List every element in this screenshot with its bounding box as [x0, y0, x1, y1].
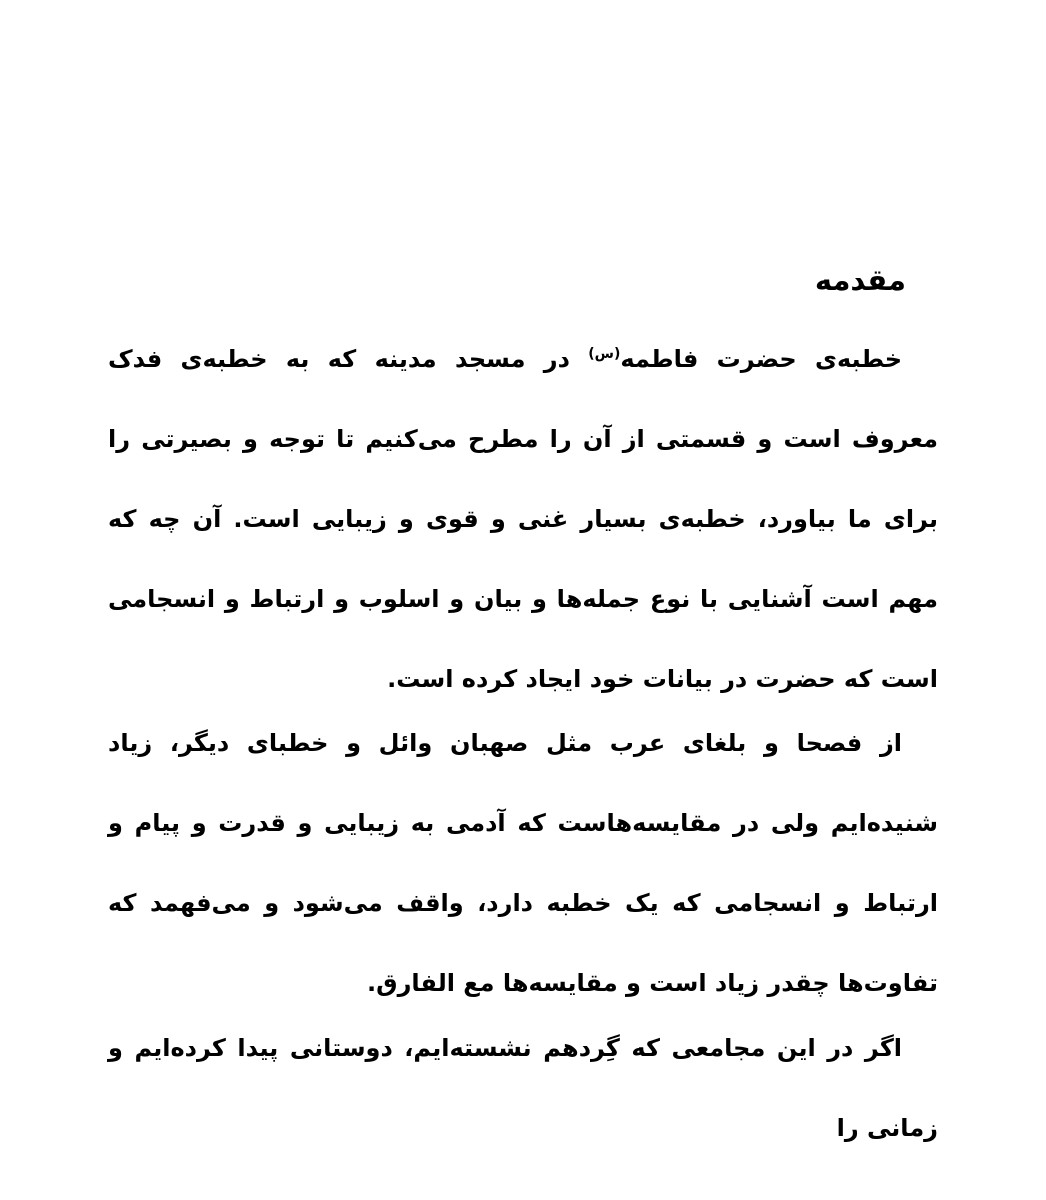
- section-heading: مقدمه: [814, 263, 906, 297]
- paragraph-1-text-before-note: خطبه‌ی حضرت فاطمه: [620, 345, 903, 373]
- paragraph-2: از فصحا و بلغای عرب مثل صهبان وائل و خطبای دیگر، زیاد شنیده‌ایم ولی در مقایسه‌هاست که آدمی به زیبایی و قدرت و پیام و ارتباط و انسجامی که یک خطبه دارد، واقف می‌شود و می‌فهمد که تفاوت‌ها چقدر زیاد است و مقایسه‌ها مع الفارق.: [108, 729, 938, 997]
- paragraph-3: اگر در این مجامعی که گِردهم نشسته‌ایم، دوستانی پیدا کرده‌ایم و زمانی را: [108, 1034, 938, 1142]
- paragraph-1: [108, 319, 938, 719]
- paragraph-1-text-after-note: در مسجد مدینه که به خطبه‌ی فدک معروف است و قسمتی از آن را مطرح می‌کنیم تا توجه و بصیرتی را برای ما بیاورد، خطبه‌ی بسیار غنی و قوی و زیبایی است. آن چه که مهم است آشنایی با نوع جمله‌ها و بیان و اسلوب و ارتباط و انسجامی است که حضرت در بیانات خود ایجاد کرده است.: [108, 345, 938, 693]
- honorific-superscript: (س): [588, 346, 621, 362]
